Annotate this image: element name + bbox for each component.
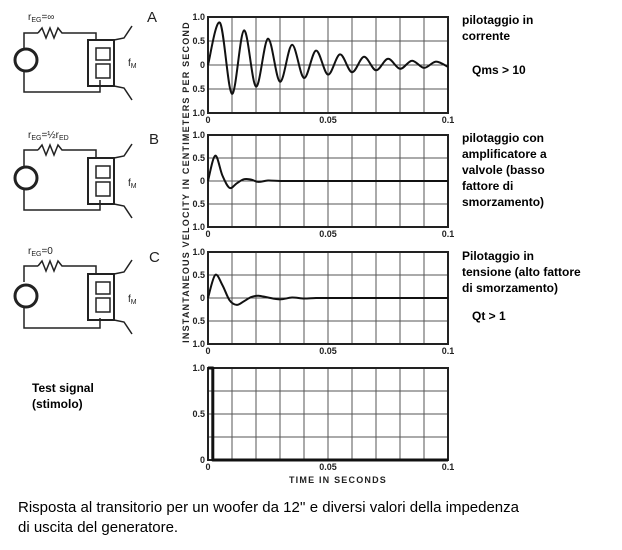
x-axis-title: TIME IN SECONDS: [288, 475, 388, 485]
y-tick-label: 0: [199, 60, 205, 70]
panel-b-letter: B: [149, 131, 160, 148]
x-tick-label: 0.1: [441, 229, 455, 239]
y-tick-label: 0.5: [192, 199, 205, 209]
note-test-line1: Test signal: [32, 381, 94, 395]
y-tick-label: 0: [199, 293, 205, 303]
note-a-line2: corrente: [462, 29, 511, 43]
y-tick-label: 0.5: [192, 316, 205, 326]
circuit-a-label: $r_{EG}=\infty$: [28, 12, 55, 24]
x-tick-label: 0.05: [319, 346, 337, 356]
note-c: [462, 248, 581, 296]
note-b-line1: pilotaggio con: [462, 131, 544, 145]
y-tick-label: 0.5: [192, 409, 205, 419]
y-tick-label: 1.0: [192, 247, 205, 257]
panel-a-letter: A: [147, 9, 158, 26]
note-a-line1: pilotaggio in: [462, 13, 534, 27]
y-tick-label: 1.0: [192, 222, 205, 232]
circuit-b: [15, 130, 159, 218]
y-tick-label: 0.5: [192, 153, 205, 163]
note-c-qt: Qt > 1: [472, 309, 506, 323]
magnet-a-icon: [88, 40, 114, 86]
y-tick-label: 1.0: [192, 363, 205, 373]
x-tick-label: 0: [205, 346, 211, 356]
y-tick-label: 0: [199, 176, 205, 186]
panel-c-letter: C: [149, 249, 160, 266]
x-tick-label: 0: [205, 462, 211, 472]
generator-b-icon: [15, 167, 37, 189]
note-a: [462, 12, 533, 44]
note-b: [462, 130, 547, 210]
chart-panel-test: [192, 363, 454, 472]
x-tick-label: 0: [205, 115, 211, 125]
y-tick-label: 0.5: [192, 36, 205, 46]
x-tick-label: 0.1: [441, 346, 455, 356]
circuit-a: [15, 9, 157, 100]
chart-panel-b: [192, 130, 454, 239]
x-tick-label: 0.05: [319, 462, 337, 472]
y-tick-label: 1.0: [192, 108, 205, 118]
coil-c-label: $f_M$: [128, 294, 137, 306]
note-c-line3: di smorzamento): [462, 281, 559, 295]
coil-a-label: $f_M$: [128, 58, 137, 70]
y-axis-title: INSTANTANEOUS VELOCITY IN CENTIMETERS PER SECOND: [181, 21, 191, 343]
y-tick-label: 0.5: [192, 270, 205, 280]
note-test-line2: (stimolo): [32, 397, 83, 411]
x-tick-label: 0.1: [441, 115, 455, 125]
chart-panel-a: [192, 12, 454, 125]
x-tick-label: 0: [205, 229, 211, 239]
magnet-b-icon: [88, 158, 114, 204]
circuit-c: [15, 246, 160, 334]
note-c-line2: tensione (alto fattore: [462, 265, 581, 279]
coil-b-label: $f_M$: [128, 178, 137, 190]
y-tick-label: 1.0: [192, 130, 205, 140]
x-tick-label: 0.05: [319, 229, 337, 239]
note-b-line4: fattore di: [462, 179, 514, 193]
generator-a-icon: [15, 49, 37, 71]
caption-line2: di uscita del generatore.: [18, 519, 179, 536]
x-tick-label: 0.05: [319, 115, 337, 125]
y-tick-label: 1.0: [192, 339, 205, 349]
caption-line1: Risposta al transitorio per un woofer da 12'' e diversi valori della impedenza: [18, 499, 519, 516]
y-tick-label: 1.0: [192, 12, 205, 22]
note-a-qms: Qms > 10: [472, 63, 526, 77]
circuit-c-label: $r_{EG}=0$: [28, 246, 53, 258]
x-tick-label: 0.1: [441, 462, 455, 472]
chart-panel-c: [192, 247, 454, 356]
note-b-line3: valvole (basso: [462, 163, 545, 177]
y-tick-label: 0.5: [192, 84, 205, 94]
figure-caption: [18, 498, 618, 538]
circuit-b-label: $r_{EG}=\frac{1}{2}r_{ED}$: [28, 130, 69, 142]
y-tick-label: 0: [199, 455, 205, 465]
note-b-line2: amplificatore a: [462, 147, 547, 161]
note-test: [32, 380, 94, 412]
note-b-line5: smorzamento): [462, 195, 545, 209]
generator-c-icon: [15, 285, 37, 307]
note-c-line1: Pilotaggio in: [462, 249, 534, 263]
chart-panels: [192, 12, 454, 472]
magnet-c-icon: [88, 274, 114, 320]
